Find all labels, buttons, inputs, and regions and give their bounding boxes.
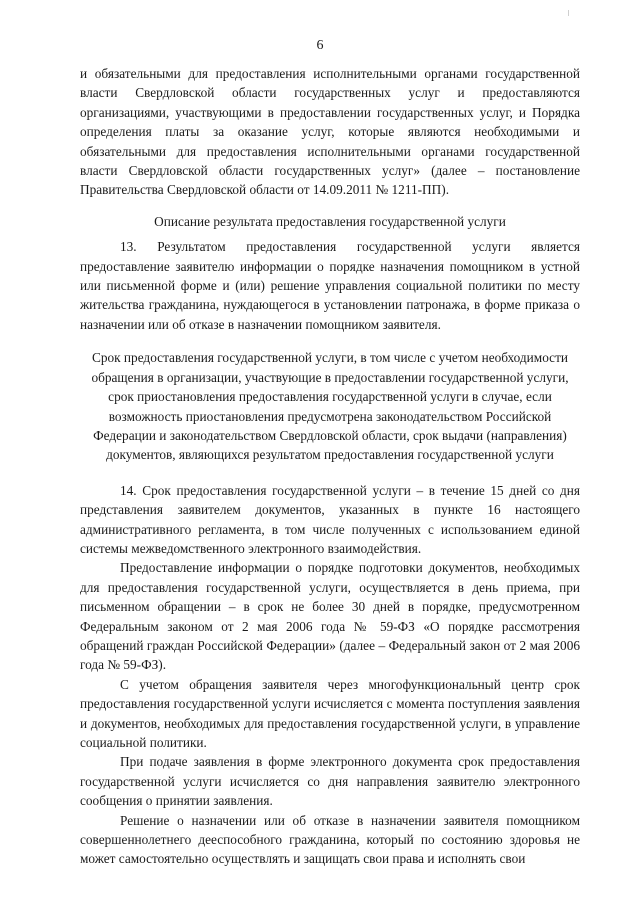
page-number: 6 [316,38,324,53]
paragraph-14: 14. Срок предоставления государственной услуги – в течение 15 дней со дня представления заявителем документов, указанных в пункте 16 настоящего административного регламента, в том числе полученных с использованием единой системы межведомственного электронного взаимодействия. [80,482,580,556]
paragraph-mfc-term: С учетом обращения заявителя через многофункциональный центр срок предоставления государственной услуги исчисляется с момента поступления заявления и документов, необходимых для предоставления государственной услуги, в управление социальной политики. [80,676,580,750]
section-heading-result: Описание результата предоставления государственной услуги [154,213,506,229]
paragraph-continuation: и обязательными для предоставления исполнительными органами государственной власти Свердловской области государственных услуг и предоставляются организациями, участвующими в предоставлении государственных услуг, и Порядка определения платы за оказание услуг, которые являются необходимыми и обязательными для предоставления исполнительными органами государственной власти Свердловской области государственных услуг» (далее – постановление Правительства Свердловской области от 14.09.2011 № 1211-ПП). [80,66,580,198]
paragraph-decision: Решение о назначении или об отказе в назначении заявителя помощником совершеннолетнего дееспособного гражданина, который по состоянию здоровья не может самостоятельно осуществлять и защищать свои права и исполнять свои [80,812,580,867]
paragraph-13: 13. Результатом предоставления государственной услуги является предоставление заявителю информации о порядке назначения помощником в устной или письменной форме и (или) решение управления социальной политики по месту жительства гражданина, нуждающегося в установлении патронажа, в форме приказа о назначении или об отказе в назначении помощником заявителя. [80,239,580,332]
section-heading-term: Срок предоставления государственной услуги, в том числе с учетом необходимости обращения в организации, участвующие в предоставлении государственной услуги, срок приостановления предоставления государственной услуги в случае, если возможность приостановления предусмотрена законодательством Российской Федерации и законодательством Свердловской области, срок выдачи (направления) документов, являющихся результатом предоставления государственной услуги [91,350,569,463]
paragraph-electronic-term: При подаче заявления в форме электронного документа срок предоставления государственной услуги исчисляется со дня направления заявителю электронного сообщения о принятии заявления. [80,754,580,809]
document-body [80,64,580,869]
paragraph-info-term: Предоставление информации о порядке подготовки документов, необходимых для предоставления государственной услуги, осуществляется в день приема, при письменном обращении – в срок не более 30 дней в порядке, предусмотренном Федеральным законом от 2 мая 2006 года № 59-ФЗ «О порядке рассмотрения обращений граждан Российской Федерации» (далее – Федеральный закон от 2 мая 2006 года № 59-ФЗ). [80,560,580,673]
scan-mark [568,10,569,16]
